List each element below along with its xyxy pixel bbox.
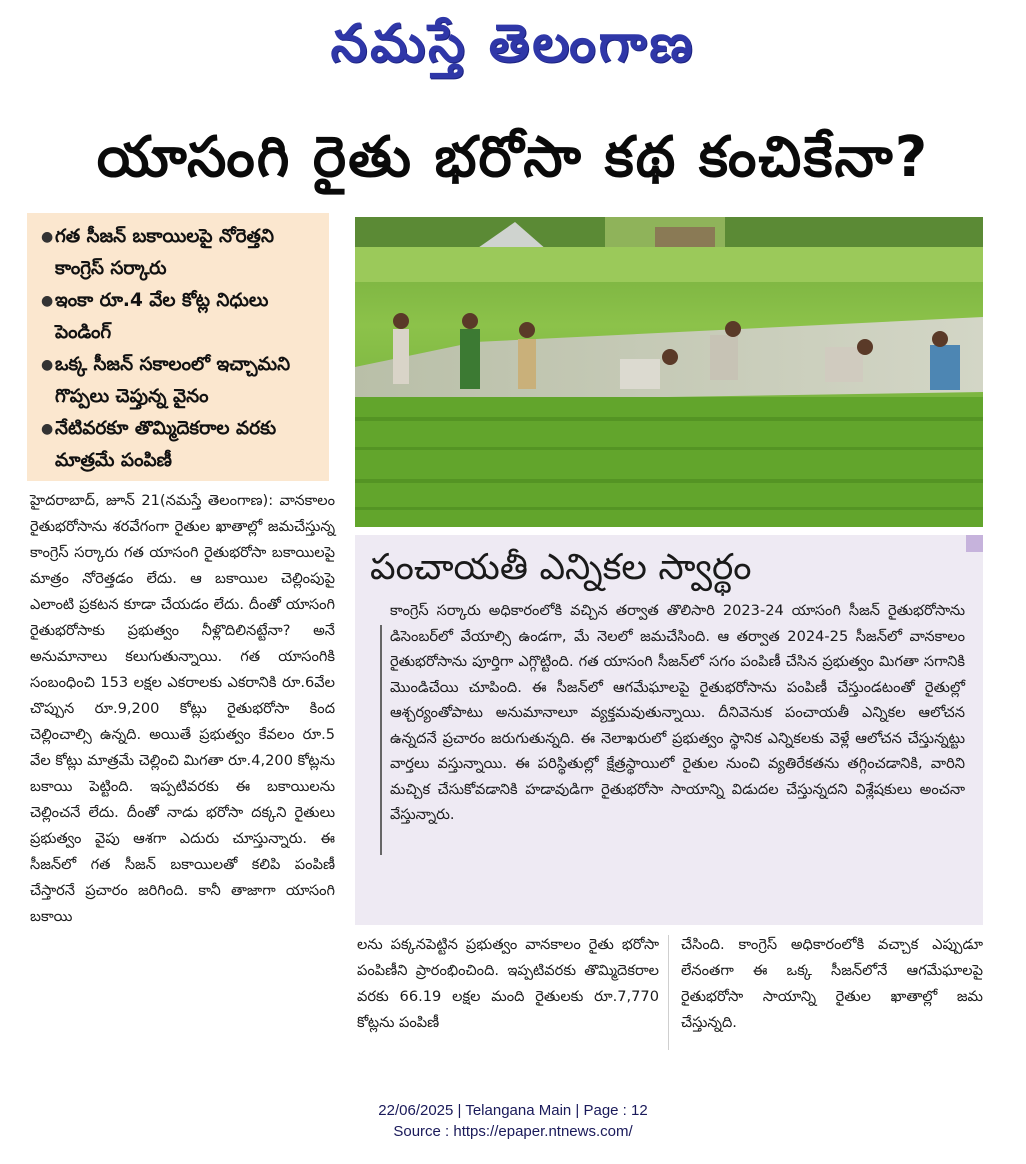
- column-divider: [668, 935, 669, 1050]
- article-column-3: చేసింది. కాంగ్రెస్ అధికారంలోకి వచ్చాక ఎప్పుడూ లేనంతగా ఈ ఒక్క సీజన్‌లోనే ఆగమేఘాలపై రైతుభరోసా సాయాన్ని రైతుల ఖాతాల్లో జమ చేస్తున్నది.: [681, 936, 983, 1031]
- highlight-item: [41, 285, 319, 349]
- footer-date-edition: 22/06/2025 | Telangana Main | Page : 12: [378, 1102, 648, 1119]
- highlight-text: ఇంకా రూ.4 వేల కోట్ల నిధులు పెండింగ్: [55, 290, 269, 343]
- highlight-text: గత సీజన్ బకాయిలపై నోరెత్తని కాంగ్రెస్ సర్కారు: [55, 226, 274, 279]
- sidebar-title: పంచాయతీ ఎన్నికల స్వార్థం: [370, 547, 752, 588]
- highlights-box: [27, 213, 329, 481]
- masthead-logo: నమస్తే తెలంగాణ: [330, 13, 696, 74]
- sidebar-corner-accent: [966, 535, 983, 552]
- highlight-item: [41, 221, 319, 285]
- sidebar-quote-rule: [380, 625, 382, 855]
- bullet-dot-icon: ●: [41, 421, 54, 437]
- sidebar-body: కాంగ్రెస్ సర్కారు అధికారంలోకి వచ్చిన తర్వాత తొలిసారి 2023-24 యాసంగి సీజన్ రైతుభరోసాను డిసెంబర్‌లో వేయాల్సి ఉండగా, మే నెలలో జమచేసింది. ఆ తర్వాత 2024-25 సీజన్‌లో వానకాలం రైతుభరోసాను పూర్తిగా ఎగ్గొట్టింది. గత యాసంగి సీజన్‌లో సగం పంపిణీ చేసిన ప్రభుత్వం మిగతా సగానికి మొండిచేయి చూపింది. ఈ సీజన్‌లో ఆగమేఘాలపై రైతుభరోసాను పంపిణీ చేస్తుండటంతో రైతుల్లో ఆశ్చర్యంతోపాటు అనుమానాలూ వ్యక్తమవుతున్నాయి. దీనివెనుక పంచాయతీ ఎన్నికల ఆలోచన ఉన్నదనే ప్రచారం జరుగుతున్నది. ఈ నెలాఖరులో ప్రభుత్వం స్థానిక ఎన్నికలకు వెళ్లే ఆలోచన చేస్తున్నట్టు వార్తలు వస్తున్నాయి. ఈ పరిస్థితుల్లో క్షేత్రస్థాయిలో రైతుల నుంచి వ్యతిరేకతను తగ్గించడానికి, వారిని మచ్చిక చేసుకోవడానికి హడావుడిగా రైతుభరోసా సాయాన్ని విడుదల చేస్తున్నదని విశ్లేషకులు అంచనా వేస్తున్నారు.: [390, 602, 965, 823]
- highlight-text: నేటివరకూ తొమ్మిదెకరాల వరకు మాత్రమే పంపిణీ: [55, 418, 277, 471]
- bullet-dot-icon: ●: [41, 357, 54, 373]
- bullet-dot-icon: ●: [41, 293, 54, 309]
- headline: యాసంగి రైతు భరోసా కథ కంచికేనా?: [96, 125, 930, 190]
- highlight-item: [41, 413, 319, 477]
- highlight-text: ఒక్క సీజన్ సకాలంలో ఇచ్చామని గొప్పలు చెప్తున్న వైనం: [55, 354, 291, 407]
- footer: [0, 1100, 1026, 1142]
- bullet-dot-icon: ●: [41, 229, 54, 245]
- footer-source-link[interactable]: Source : https://epaper.ntnews.com/: [393, 1123, 633, 1140]
- article-column-1: హైదరాబాద్, జూన్ 21(నమస్తే తెలంగాణ): వానకాలం రైతుభరోసాను శరవేగంగా రైతుల ఖాతాల్లో జమచేస్తున్న కాంగ్రెస్ సర్కారు గత యాసంగి రైతుభరోసా బకాయిలపై మాత్రం నోరెత్తడం లేదు. ఆ బకాయిల చెల్లింపుపై ఎలాంటి ప్రకటన కూడా చేయడం లేదు. దీంతో యాసంగి రైతుభరోసాకు ప్రభుత్వం నీళ్లొదిలినట్టేనా? అనే అనుమానాలు కలుగుతున్నాయి. గత యాసంగికి సంబంధించి 153 లక్షల ఎకరాలకు ఎకరానికి రూ.6వేల చొప్పున రూ.9,200 కోట్లు రైతుభరోసా కింద చెల్లించాల్సి ఉన్నది. అయితే ప్రభుత్వం కేవలం రూ.5 వేల కోట్లు మాత్రమే చెల్లించి మిగతా రూ.4,200 కోట్లను బకాయి పెట్టింది. ఇప్పటివరకు ఈ బకాయిలను చెల్లించనే లేదు. దీంతో నాడు భరోసా దక్కని రైతులు ప్రభుత్వం వైపు ఆశగా ఎదురు చూస్తున్నారు. ఈ సీజన్‌లో గత సీజన్ బకాయిలతో కలిపి పంపిణీ చేస్తారనే ప్రచారం జరిగింది. కానీ తాజాగా యాసంగి బకాయి: [30, 492, 335, 925]
- highlight-item: [41, 349, 319, 413]
- farmers-paddy-field-photo: [355, 217, 983, 527]
- article-column-2: లను పక్కనపెట్టిన ప్రభుత్వం వానకాలం రైతు భరోసా పంపిణీని ప్రారంభించింది. ఇప్పటివరకు తొమ్మిదెకరాల వరకు 66.19 లక్షల మంది రైతులకు రూ.7,770 కోట్లను పంపిణీ: [357, 936, 659, 1031]
